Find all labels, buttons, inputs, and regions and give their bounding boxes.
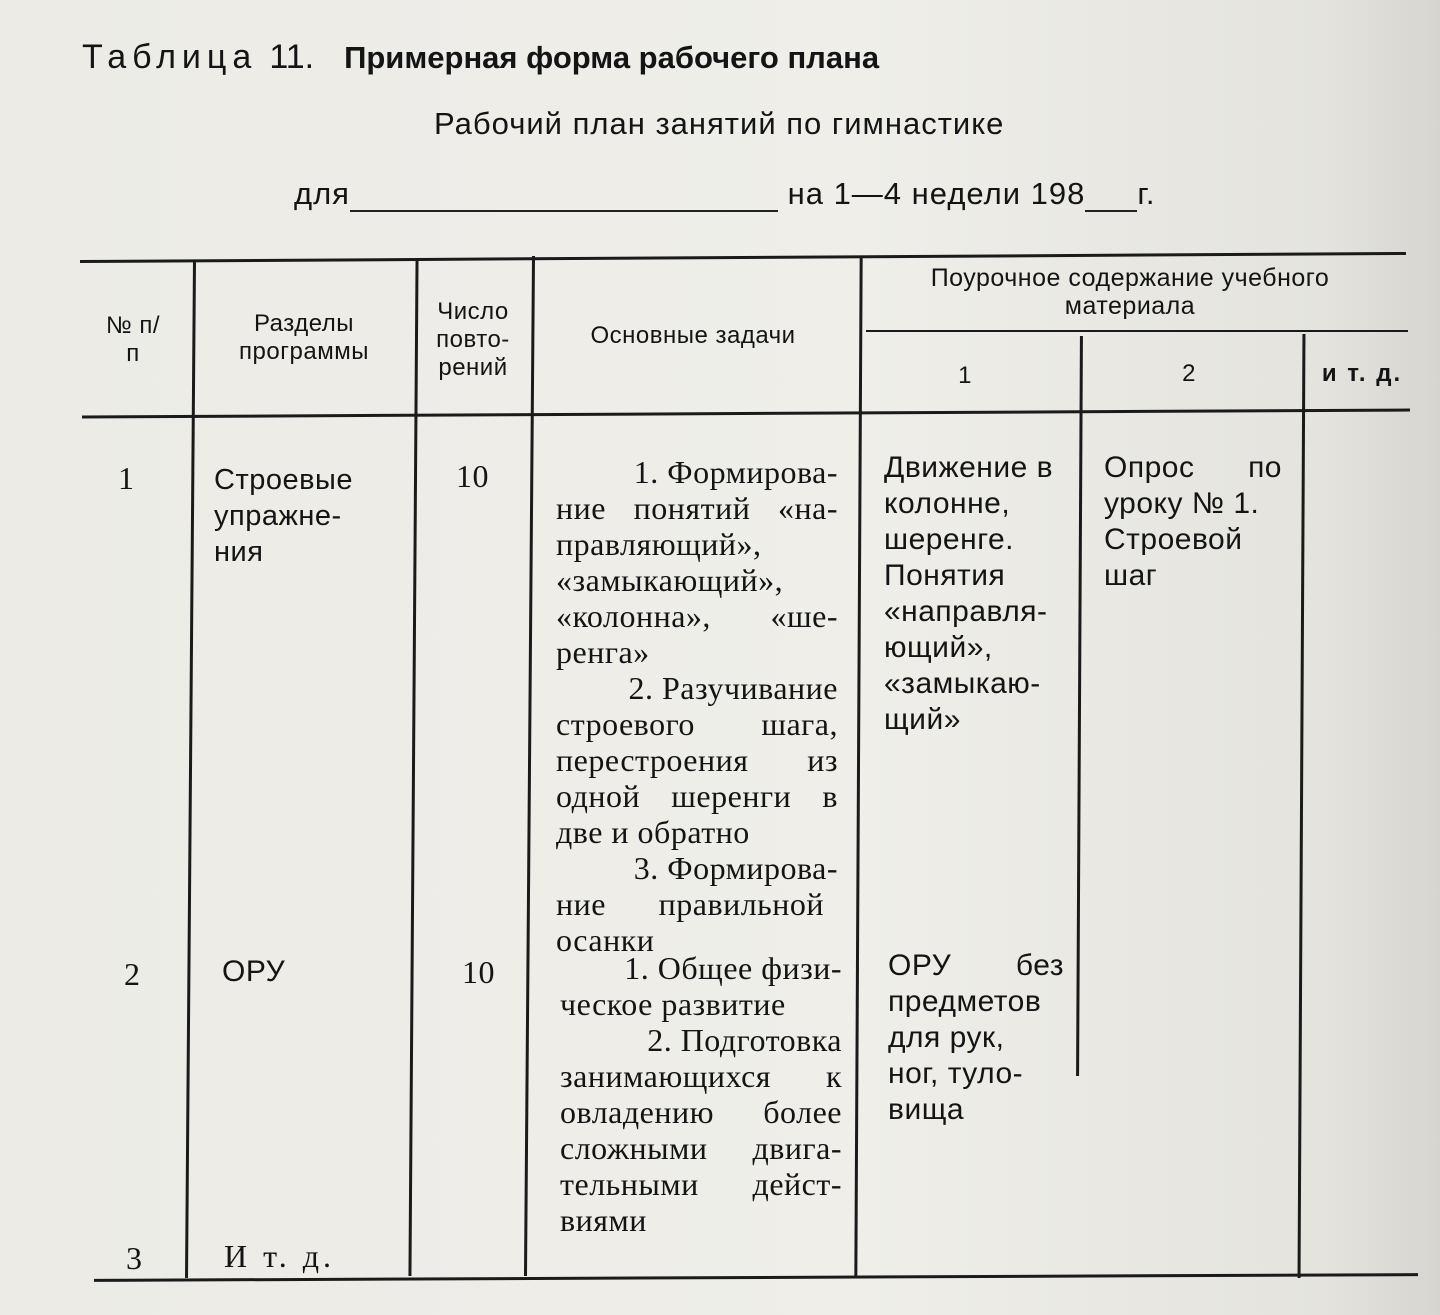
- row-1-task-line: осанки: [556, 922, 655, 958]
- row-1-task-line: 1. Формирова-: [633, 454, 838, 490]
- row-2-task-line: ческое развитие: [560, 986, 786, 1022]
- table-bottom-rule: [94, 1273, 1418, 1282]
- header-reps: Число повто-рений: [436, 298, 510, 381]
- row-2-lesson-1-line: ног, туло-: [888, 1057, 1024, 1090]
- row-1-task-line: «замыкающий»,: [556, 562, 784, 598]
- row-1-section-text: Строевые упражне-ния: [214, 464, 353, 568]
- row-1-task-line: две и обратно: [556, 814, 750, 850]
- header-sections: Разделы программы: [239, 310, 369, 365]
- for-line-suffix: г.: [1137, 176, 1156, 211]
- row-1-task-line: ренга»: [556, 634, 650, 670]
- row-2-task-line: овладению более: [560, 1094, 842, 1130]
- row-1-task-line: ние правильной: [556, 886, 824, 922]
- for-line-blank-year: [1085, 180, 1137, 212]
- row-2-lesson-1-line: предметов: [888, 985, 1042, 1018]
- row-1-task-line: правляющий»,: [556, 526, 762, 562]
- for-line-prefix: для: [294, 176, 350, 211]
- plan-subtitle: Рабочий план занятий по гимнастике: [434, 106, 1005, 141]
- header-lesson-content: Поурочное содержание учебного материала: [930, 264, 1330, 320]
- row-1-task-line: 2. Разучивание: [628, 670, 838, 706]
- header-lesson-etc: и т. д.: [1321, 360, 1403, 387]
- row-1-task-line: перестроения из: [556, 742, 838, 778]
- table-top-rule: [80, 252, 1406, 263]
- col-divider-2: [408, 258, 418, 1276]
- row-1-lesson-1-line: ющий»,: [884, 631, 993, 664]
- row-2-lesson-1: [888, 948, 1064, 1128]
- row-1-task-line: одной шеренги в: [556, 778, 838, 814]
- row-1-lesson-2-line: уроку № 1.: [1104, 487, 1260, 520]
- row-2-task-line: 2. Подготовка: [647, 1022, 842, 1058]
- row-2-task-line: сложными двига-: [560, 1130, 842, 1166]
- caption-label: Таблица: [82, 38, 258, 76]
- row-1-lesson-1-line: щий»: [884, 703, 961, 736]
- header-lesson-2: 2: [1182, 360, 1196, 387]
- row-1-lesson-1-line: колонне,: [884, 487, 1011, 520]
- row-2-tasks: [560, 950, 842, 1238]
- header-lesson-1: 1: [958, 362, 972, 389]
- row-2-lesson-1-line: ОРУ без: [888, 949, 1064, 982]
- row-1-lesson-1: [884, 450, 1076, 738]
- row-1-lesson-2-line: шаг: [1104, 559, 1158, 592]
- caption-title: Примерная форма рабочего плана: [344, 40, 880, 75]
- row-2-task-line: занимающихся к: [560, 1058, 842, 1094]
- for-line: [294, 176, 1234, 220]
- header-tasks: Основные задачи: [590, 322, 796, 349]
- row-1-num: 1: [118, 460, 135, 496]
- row-1-lesson-1-line: шеренге.: [884, 523, 1014, 556]
- row-2-section: ОРУ: [222, 955, 286, 988]
- col-divider-5: [1076, 336, 1083, 1076]
- for-line-blank-group: [350, 180, 778, 212]
- table-caption: [82, 38, 879, 77]
- header-sub-rule: [866, 330, 1408, 332]
- row-1-lesson-1-line: «направля-: [884, 595, 1048, 628]
- row-2-task-line: тельными дейст-: [560, 1166, 842, 1202]
- caption-number: 11.: [269, 38, 315, 76]
- row-1-lesson-2-line: Строевой: [1104, 523, 1243, 556]
- for-line-middle: на 1—4 недели 198: [787, 176, 1086, 211]
- row-1-task-line: строевого шага,: [556, 706, 838, 742]
- row-2-lesson-1-line: вища: [888, 1093, 965, 1126]
- col-divider-4: [854, 256, 862, 1276]
- row-1-lesson-1-line: Понятия: [884, 559, 1006, 592]
- row-1-reps: 10: [456, 458, 489, 494]
- header-bottom-rule: [82, 409, 1410, 419]
- row-1-section: [214, 462, 374, 570]
- row-1-tasks: [556, 454, 838, 958]
- row-3-num: 3: [126, 1240, 143, 1276]
- row-2-task-line: виями: [560, 1202, 647, 1238]
- row-1-lesson-1-line: Движение в: [884, 451, 1054, 484]
- col-divider-6: [1298, 334, 1306, 1278]
- row-2-reps: 10: [462, 954, 495, 990]
- row-1-lesson-2-line: Опрос по: [1104, 451, 1282, 484]
- row-2-num: 2: [124, 956, 141, 992]
- row-2-task-line: 1. Общее физи-: [624, 950, 842, 986]
- row-1-task-line: ние понятий «на-: [556, 490, 838, 526]
- row-1-task-line: 3. Формирова-: [633, 850, 838, 886]
- row-1-lesson-2: [1104, 450, 1282, 594]
- row-1-lesson-1-line: «замыкаю-: [884, 667, 1041, 700]
- row-2-lesson-1-line: для рук,: [888, 1021, 1005, 1054]
- row-1-task-line: «колонна», «ше-: [556, 598, 838, 634]
- row-3-section: И т. д.: [224, 1238, 335, 1274]
- col-divider-3: [524, 256, 535, 1276]
- header-num: № п/п: [105, 312, 161, 367]
